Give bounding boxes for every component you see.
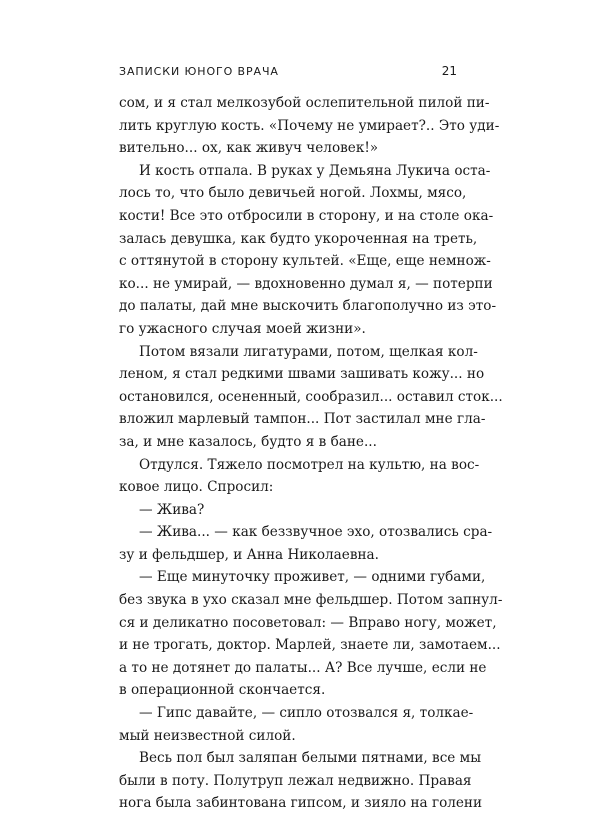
text-line: Потом вязали лигатурами, потом, щелкая кол-	[139, 343, 478, 360]
text-line: до палаты, дай мне выскочить благополучно из это-	[119, 298, 497, 315]
text-line: И кость отпала. В руках у Демьяна Лукича оста-	[139, 162, 491, 179]
text-line: лить круглую кость. «Почему не умирает?.. Это уди-	[119, 117, 500, 134]
text-line: кости! Все это отбросили в сторону, и на столе ока-	[119, 207, 494, 224]
text-line: были в поту. Полутруп лежал недвижно. Правая	[119, 772, 472, 789]
body-text	[119, 92, 503, 815]
text-line: за, и мне казалось, будто я в бане...	[119, 433, 377, 450]
text-line: без звука в ухо сказал мне фельдшер. Потом запнул-	[119, 592, 503, 609]
text-line: а то не дотянет до палаты... А? Все лучше, если не	[119, 659, 487, 676]
text-line: — Еще минуточку проживет, — одними губами,	[139, 569, 486, 586]
text-line: го ужасного случая моей жизни».	[119, 320, 366, 337]
text-line: — Жива... — как беззвучное эхо, отозвались сра-	[139, 524, 493, 541]
running-title: ЗАПИСКИ ЮНОГО ВРАЧА	[119, 65, 279, 78]
text-line: — Гипс давайте, — сипло отозвался я, толкае-	[139, 705, 474, 722]
text-line: ко... не умирай, — вдохновенно думал я, — потерпи	[119, 275, 493, 292]
text-line: Отдулся. Тяжело посмотрел на культю, на вос-	[139, 456, 480, 473]
text-line: — Жива?	[139, 501, 205, 518]
text-line: Весь пол был заляпан белыми пятнами, все мы	[139, 750, 482, 767]
text-line: нога была забинтована гипсом, и зияло на голени	[119, 795, 483, 812]
text-line: вительно... ох, как живуч человек!»	[119, 140, 379, 157]
text-line: в операционной скончается.	[119, 682, 326, 699]
text-line: остановился, осененный, сообразил... оставил сток...	[119, 388, 503, 405]
text-line: с оттянутой в сторону культей. «Еще, еще немнож-	[119, 253, 491, 270]
text-line: вложил марлевый тампон... Пот застилал мне гла-	[119, 411, 486, 428]
page-number: 21	[441, 64, 457, 78]
text-line: лось то, что было девичьей ногой. Лохмы, мясо,	[119, 185, 467, 202]
text-line: мый неизвестной силой.	[119, 727, 296, 744]
text-line: сом, и я стал мелкозубой ослепительной пилой пи-	[119, 95, 490, 111]
running-header	[119, 64, 457, 78]
text-line: и не трогать, доктор. Марлей, знаете ли, замотаем...	[119, 637, 501, 654]
text-line: зу и фельдшер, и Анна Николаевна.	[119, 546, 379, 563]
text-line: ковое лицо. Спросил:	[119, 479, 274, 496]
text-line: леном, я стал редкими швами зашивать кожу... но	[119, 366, 485, 383]
text-line: залась девушка, как будто укороченная на треть,	[119, 230, 478, 247]
text-line: ся и деликатно посоветовал: — Вправо ногу, может,	[119, 614, 497, 631]
